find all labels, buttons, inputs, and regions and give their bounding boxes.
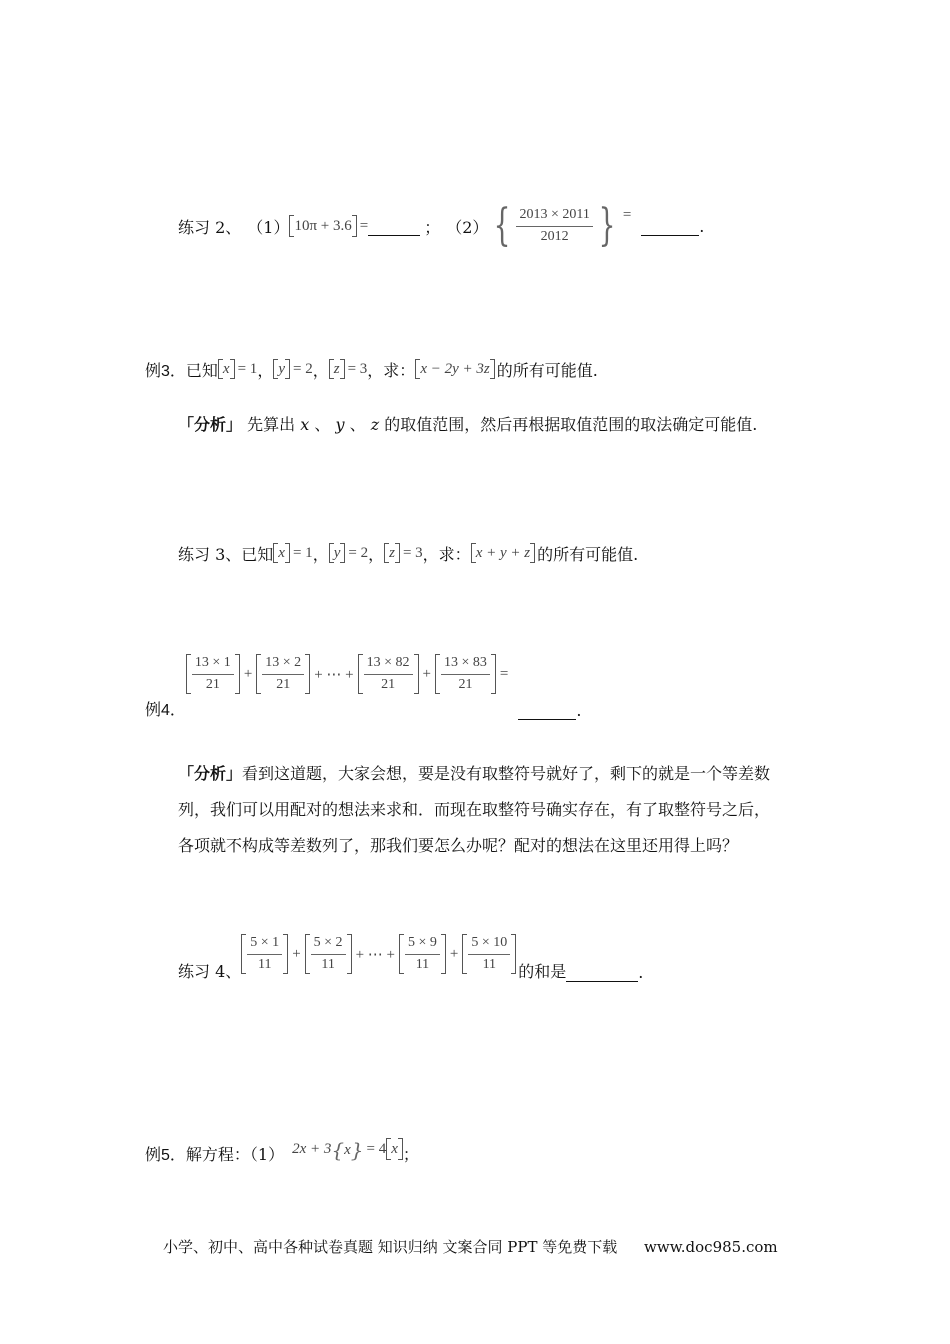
comma-2: ， — [368, 544, 385, 564]
separator-2: 、 — [349, 415, 366, 434]
floor-z — [329, 359, 345, 379]
example-4-label: 例4． — [145, 702, 186, 719]
left-brace-icon: { — [494, 200, 511, 251]
denominator: 11 — [321, 956, 335, 972]
known-text: 已知 — [185, 360, 218, 380]
exercise-2 — [178, 196, 704, 256]
analysis-text-1: 先算出 — [247, 415, 296, 434]
floor-y — [273, 359, 290, 379]
fraction-term-2 — [311, 935, 346, 972]
exercise-3 — [178, 538, 638, 568]
example-5-label: 例5． — [145, 1146, 186, 1164]
sum-expression — [241, 934, 516, 974]
fractional-part-x — [331, 1140, 363, 1160]
comma-1: ， — [312, 544, 329, 564]
var-x: x — [300, 415, 310, 434]
floor-term-83 — [435, 654, 496, 694]
floor-term-82 — [358, 654, 419, 694]
floor-x — [273, 543, 290, 563]
part-1-label: （1） — [247, 217, 290, 237]
eq-3: = 3 — [347, 360, 368, 377]
instruction-text: 解方程：（1） — [185, 1144, 285, 1164]
analysis-2 — [178, 756, 818, 864]
expression-10pi-plus-3.6: 10π + 3.6 — [294, 217, 352, 234]
floor-y — [329, 543, 346, 563]
exercise-3-label: 练习 3、 — [178, 544, 242, 564]
fraction-term-2 — [262, 655, 304, 692]
ellipsis-plus: + ⋯ + — [314, 666, 354, 683]
denominator: 11 — [257, 956, 272, 972]
example-3 — [145, 354, 598, 384]
right-brace-icon: } — [598, 200, 616, 251]
comma-2: ， — [312, 360, 329, 380]
floor-term-1 — [241, 934, 288, 974]
var-y: y — [278, 360, 285, 377]
left-brace-icon: { — [331, 1138, 345, 1162]
equals-4: = 4 — [366, 1140, 387, 1157]
ask-text: ，求： — [367, 360, 416, 380]
analysis-1 — [178, 412, 757, 435]
plus-sign-2: + — [449, 945, 459, 962]
floor-term-10 — [462, 934, 516, 974]
footer-text: 小学、初中、高中各种试卷真题 知识归纳 文案合同 PPT 等免费下载 — [163, 1238, 618, 1256]
ellipsis-plus: + ⋯ + — [355, 946, 395, 963]
fraction-term-10 — [468, 935, 510, 972]
period: . — [576, 701, 582, 720]
numerator: 13 × 1 — [192, 655, 234, 674]
fraction-term-82 — [364, 655, 413, 692]
var-x: x — [278, 544, 285, 561]
floor-z — [384, 543, 400, 563]
floor-expression-1 — [289, 215, 356, 237]
denominator: 2012 — [540, 228, 569, 244]
equation-lhs: 2x + 3 — [292, 1140, 332, 1157]
fraction-term-83 — [441, 655, 490, 692]
period: . — [638, 963, 644, 982]
separator-1: 、 — [314, 415, 331, 434]
answer-blank[interactable] — [518, 701, 576, 720]
var-y: y — [335, 415, 345, 434]
separator: ； — [424, 217, 441, 237]
equals-sign: = — [499, 665, 509, 682]
floor-expression — [471, 543, 535, 563]
eq-3: = 3 — [402, 544, 423, 561]
expression: x + y + z — [475, 544, 531, 561]
analysis-text-2: 的取值范围，然后再根据取值范围的取法确定可能值. — [384, 415, 758, 434]
var-z: z — [370, 415, 380, 434]
equals-sign-2: = — [622, 206, 632, 223]
numerator: 2013 × 2011 — [516, 207, 592, 226]
expression: x − 2y + 3z — [420, 360, 490, 377]
numerator: 5 × 2 — [311, 935, 346, 954]
numerator: 13 × 83 — [441, 655, 490, 674]
numerator: 13 × 82 — [364, 655, 413, 674]
exercise-2-label: 练习 2、 — [178, 217, 242, 237]
fractional-part-expression — [488, 200, 620, 251]
equals-sign: = — [359, 217, 369, 234]
floor-term-2 — [305, 934, 352, 974]
eq-2: = 2 — [293, 360, 313, 377]
fraction-term-9 — [405, 935, 440, 972]
comma-1: ， — [257, 360, 274, 380]
example-3-label: 例3． — [145, 362, 186, 380]
tail-text: 的和是 — [518, 962, 567, 981]
eq-1: = 1 — [237, 360, 258, 377]
answer-blank-2[interactable] — [641, 217, 699, 236]
answer-blank-1[interactable] — [368, 217, 420, 236]
analysis-line-2: 列，我们可以用配对的想法来求和．而现在取整符号确实存在，有了取整符号之后， — [178, 800, 771, 819]
example-5 — [145, 1138, 419, 1168]
denominator: 21 — [276, 676, 291, 692]
analysis-line-1 — [178, 756, 818, 792]
floor-term-1 — [186, 654, 240, 694]
tail-text: 的所有可能值. — [496, 360, 598, 380]
exercise-4 — [178, 934, 643, 984]
floor-term-9 — [399, 934, 446, 974]
numerator: 5 × 10 — [468, 935, 510, 954]
denominator: 21 — [381, 676, 396, 692]
fraction-term-1 — [192, 655, 234, 692]
denominator: 21 — [458, 676, 473, 692]
footer-url[interactable]: www.doc985.com — [644, 1238, 778, 1256]
plus-sign: + — [292, 945, 301, 962]
floor-x — [386, 1138, 403, 1160]
sum-expression — [186, 654, 508, 694]
var-z: z — [333, 360, 340, 377]
answer-blank[interactable] — [566, 963, 638, 982]
denominator: 11 — [482, 956, 497, 972]
var-x-2: x — [391, 1140, 398, 1157]
floor-x — [218, 359, 235, 379]
var-z: z — [389, 544, 395, 561]
analysis-text-1: 看到这道题，大家会想，要是没有取整符号就好了，剩下的就是一个等差数 — [242, 764, 771, 783]
exercise-4-label: 练习 4、 — [178, 962, 242, 981]
eq-2: = 2 — [348, 544, 369, 561]
fraction-term-1 — [247, 935, 282, 972]
fraction-2013x2011-over-2012 — [516, 207, 592, 244]
eq-1: = 1 — [292, 544, 313, 561]
numerator: 13 × 2 — [262, 655, 304, 674]
numerator: 5 × 1 — [247, 935, 282, 954]
floor-expression — [415, 359, 494, 379]
analysis-tag: 「分析」 — [178, 764, 243, 783]
page-footer — [163, 1236, 778, 1257]
analysis-tag: 「分析」 — [178, 415, 243, 434]
plus-sign: + — [243, 665, 253, 682]
known-text: 已知 — [241, 544, 274, 564]
plus-sign-2: + — [422, 665, 431, 682]
denominator: 11 — [415, 956, 430, 972]
semicolon: ； — [402, 1144, 419, 1164]
part-2-label: （2） — [446, 217, 489, 237]
ask-text: ，求： — [422, 544, 471, 564]
var-y: y — [333, 544, 341, 561]
denominator: 21 — [205, 676, 220, 692]
tail-text: 的所有可能值. — [537, 544, 639, 564]
floor-term-2 — [256, 654, 310, 694]
analysis-line-3: 各项就不构成等差数列了，那我们要怎么办呢？配对的想法在这里还用得上吗？ — [178, 836, 739, 855]
var-x: x — [222, 360, 230, 377]
right-brace-icon: } — [350, 1138, 364, 1162]
var-x: x — [344, 1141, 351, 1158]
numerator: 5 × 9 — [405, 935, 440, 954]
period: . — [699, 216, 705, 236]
